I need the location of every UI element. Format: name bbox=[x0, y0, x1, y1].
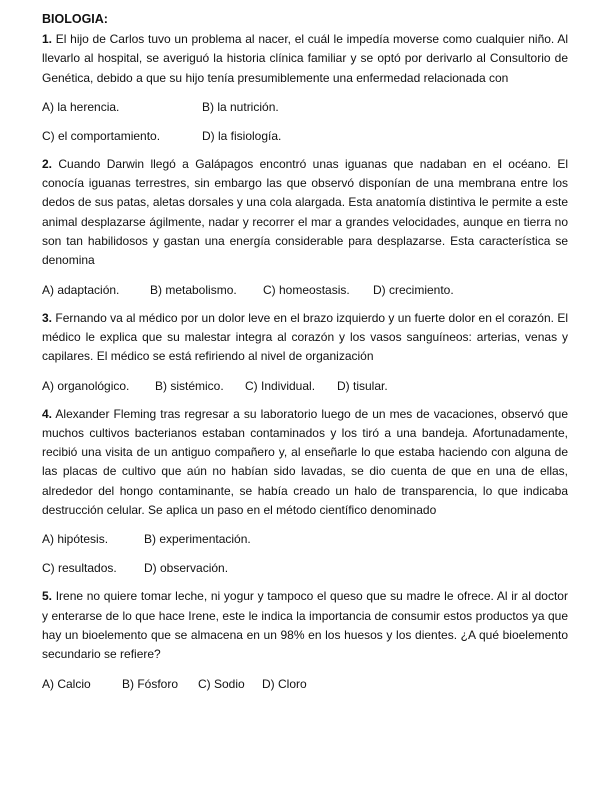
document-page bbox=[42, 10, 568, 703]
option-a: A) organológico. bbox=[42, 378, 130, 393]
option-b: B) Fósforo bbox=[122, 676, 179, 691]
question-2 bbox=[42, 155, 568, 271]
option-d: D) observación. bbox=[144, 561, 229, 576]
question-number: 1. bbox=[42, 32, 53, 46]
question-text: Fernando va al médico por un dolor leve en el brazo izquierdo y un fuerte dolor en el corazón. El médico le explica que su malestar integra al corazón y los vasos sanguíneos: arterias, venas y capilares. El médico se está refiriendo al nivel de organización bbox=[42, 310, 568, 364]
option-a: A) la herencia. bbox=[42, 99, 120, 114]
question-text: Cuando Darwin llegó a Galápagos encontró unas iguanas que nadaban en el océano. El conocía iguanas terrestres, sin embargo las que observó disponían de una membrana entre los dedos de sus patas, aletas dorsales y una cola alargada. Esta anatomía distintiva le permite a este animal desplazarse ágilmente, nadar y recorrer el mar a grandes velocidades, aunque en tierra no son tan habilidosos y gastan una energía considerable para desplazarse. Esta característica se denomina bbox=[42, 156, 568, 268]
option-c: C) resultados. bbox=[42, 561, 117, 576]
question-number: 4. bbox=[42, 406, 53, 421]
option-a: A) Calcio bbox=[42, 676, 91, 691]
options-row bbox=[42, 281, 568, 300]
question-text: El hijo de Carlos tuvo un problema al nacer, el cuál le impedía moverse como cualquier niño. Al llevarlo al hospital, se averiguó la historia clínica familiar y se optó por derivarlo al Consultorio de Genética, debido a que su hijo tenía presumiblemente una enfermedad relacionada con bbox=[42, 32, 568, 85]
question-text: Irene no quiere tomar leche, ni yogur y tampoco el queso que su madre le ofrece. Al ir al doctor y enterarse de lo que hace Irene, este le indica la importancia de consumir estos productos ya que hay un bioelemento que se almacena en un 98% en los huesos y los dientes. ¿A qué bioelemento secundario se refiere? bbox=[42, 589, 568, 662]
option-d: D) crecimiento. bbox=[373, 282, 454, 297]
option-d: D) Cloro bbox=[262, 676, 307, 691]
options-row bbox=[42, 377, 568, 396]
question-4 bbox=[42, 405, 568, 521]
question-3 bbox=[42, 309, 568, 367]
options-row bbox=[42, 127, 568, 146]
question-text: Alexander Fleming tras regresar a su laboratorio luego de un mes de vacaciones, observó que muchos cultivos bacterianos estaban contaminados y los tiró a una bandeja. Afortunadamente, recibió una visita de un antiguo compañero y, al enseñarle lo que estaba haciendo con alguna de las placas de cultivo que aún no habían sido lavadas, se dio cuenta de que en una de ellas, alrededor del hongo contaminante, se había creado un halo de transparencia, lo que indicaba destrucción celular. Se aplica un paso en el método científico denominado bbox=[42, 406, 568, 518]
options-row bbox=[42, 675, 568, 694]
question-5 bbox=[42, 587, 568, 664]
question-1 bbox=[42, 30, 568, 88]
options-row bbox=[42, 530, 568, 549]
section-title: BIOLOGIA: bbox=[42, 12, 108, 26]
option-c: C) Sodio bbox=[198, 676, 245, 691]
options-row bbox=[42, 98, 568, 117]
question-number: 2. bbox=[42, 156, 53, 171]
option-d: D) la fisiología. bbox=[202, 128, 282, 143]
question-number: 3. bbox=[42, 310, 53, 325]
option-b: B) sistémico. bbox=[155, 378, 224, 393]
option-b: B) la nutrición. bbox=[202, 99, 279, 114]
option-c: C) el comportamiento. bbox=[42, 128, 161, 143]
option-b: B) experimentación. bbox=[144, 532, 251, 547]
option-a: A) hipótesis. bbox=[42, 532, 109, 547]
question-number: 5. bbox=[42, 589, 53, 604]
option-d: D) tisular. bbox=[337, 378, 388, 393]
options-row bbox=[42, 559, 568, 578]
option-b: B) metabolismo. bbox=[150, 282, 237, 297]
option-c: C) Individual. bbox=[245, 378, 316, 393]
option-a: A) adaptación. bbox=[42, 282, 120, 297]
option-c: C) homeostasis. bbox=[263, 282, 350, 297]
